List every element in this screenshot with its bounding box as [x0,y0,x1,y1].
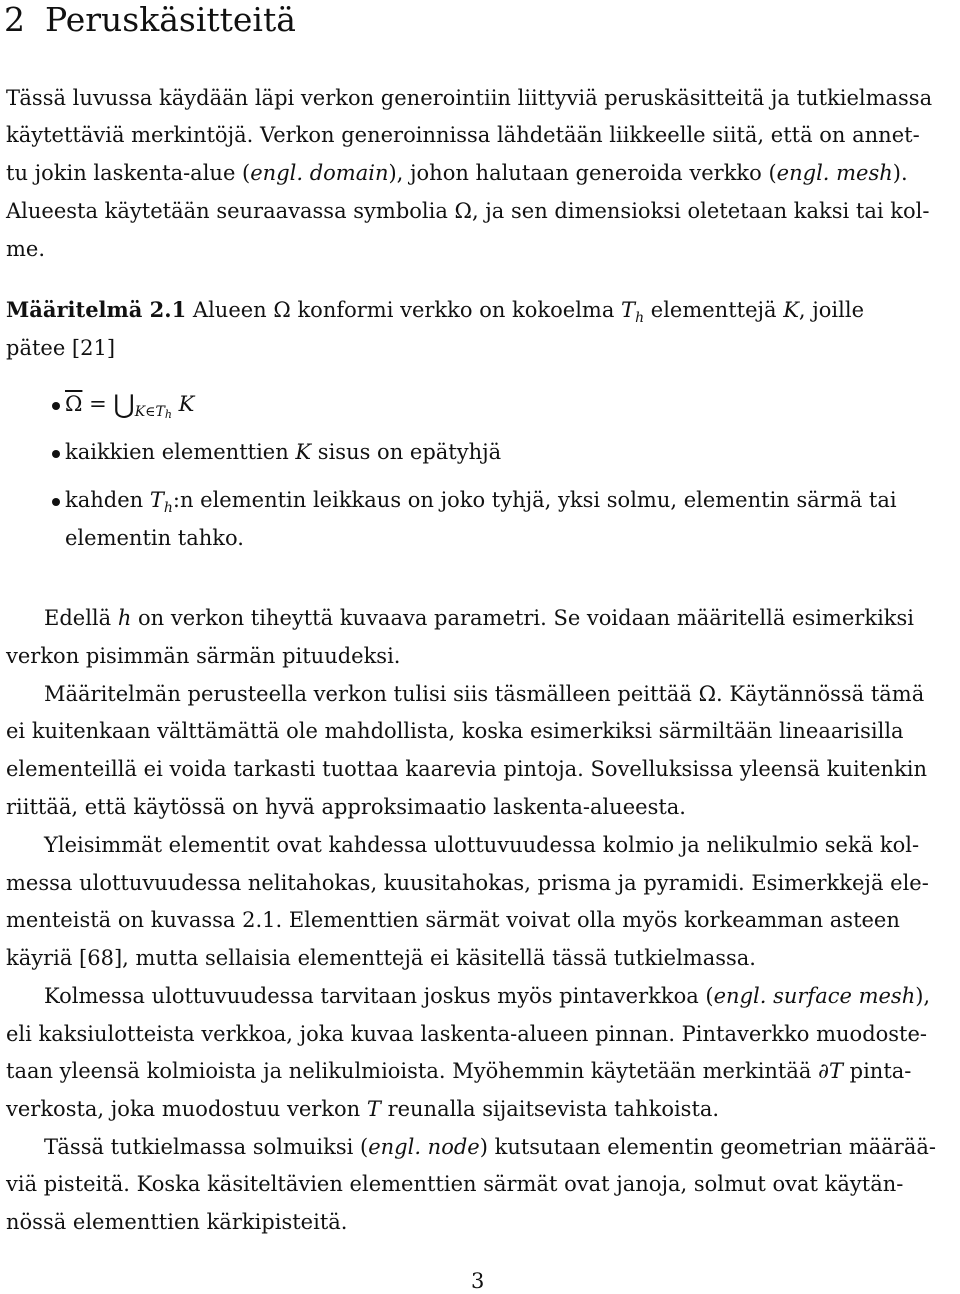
bullet-2-marker [52,450,60,458]
para-2-line-4: riittää, että käytössä on hyvä approksimaatio laskenta-alueesta. [6,795,686,819]
definition-label: Määritelmä 2.1 [6,297,187,322]
bullet-3-marker [52,498,60,506]
section-heading [4,0,296,40]
bullet-1-formula: $\overline{\Omega}$ = $⋃_{K\in Th}$ K [65,390,195,421]
para-5-line-3: nössä elementtien kärkipisteitä. [6,1210,348,1234]
definition-line-2: pätee [21] [6,336,116,360]
para-2-line-3: elementeillä ei voida tarkasti tuottaa kaarevia pintoja. Sovelluksissa yleensä kuitenkin [6,757,928,781]
para-2-line-2: ei kuitenkaan välttämättä ole mahdollista, koska esimerkiksi särmiltään lineaarisilla [6,719,904,743]
para-3-line-4: käyriä [68], mutta sellaisia elementtejä ei käsitellä tässä tutkielmassa. [6,946,756,970]
para-4-line-2: eli kaksiulotteista verkkoa, joka kuvaa laskenta-alueen pinnan. Pintaverkko muodoste- [6,1022,928,1046]
para-1-line-1: Edellä h on verkon tiheyttä kuvaava parametri. Se voidaan määritellä esimerkiksi [44,606,914,630]
para-1-line-2: verkon pisimmän särmän pituudeksi. [6,644,401,668]
definition-line-1: Määritelmä 2.1 Alueen Ω konformi verkko on kokoelma $T_h$ elementtejä K, joille [6,297,865,326]
para-4-line-1: Kolmessa ulottuvuudessa tarvitaan joskus myös pintaverkkoa (engl. surface mesh), [44,984,931,1008]
intro-line-2: käytettäviä merkintöjä. Verkon generoinnissa lähdetään liikkeelle siitä, että on annet- [6,123,920,147]
para-4-line-3: taan yleensä kolmioista ja nelikulmioista. Myöhemmin käytetään merkintää ∂T pinta- [6,1059,912,1083]
para-3-line-1: Yleisimmät elementit ovat kahdessa ulottuvuudessa kolmio ja nelikulmio sekä kol- [44,833,920,857]
bullet-2-text: kaikkien elementtien K sisus on epätyhjä [65,440,502,464]
para-5-line-2: viä pisteitä. Koska käsiteltävien elementtien särmät ovat janoja, solmut ovat käytän- [6,1172,904,1196]
bullet-1-marker [52,402,60,410]
bullet-3-line-2: elementin tahko. [65,526,244,550]
para-2-line-1: Määritelmän perusteella verkon tulisi siis täsmälleen peittää Ω. Käytännössä tämä [44,682,925,706]
bullet-3-line-1: kahden $T_h:n$ elementin leikkaus on joko tyhjä, yksi solmu, elementin särmä tai [65,488,897,516]
section-number: 2 [4,0,25,39]
para-4-line-4: verkosta, joka muodostuu verkon T reunalla sijaitsevista tahkoista. [6,1097,720,1121]
section-title: Peruskäsitteitä [45,0,296,39]
intro-line-5: me. [6,237,46,261]
intro-line-4: Alueesta käytetään seuraavassa symbolia Ω, ja sen dimensioksi oletetaan kaksi tai kol- [6,199,930,223]
para-3-line-2: messa ulottuvuudessa nelitahokas, kuusitahokas, prisma ja pyramidi. Esimerkkejä ele- [6,871,929,895]
intro-line-1: Tässä luvussa käydään läpi verkon generointiin liittyviä peruskäsitteitä ja tutkielmassa [6,86,933,110]
para-3-line-3: menteistä on kuvassa 2.1. Elementtien särmät voivat olla myös korkeamman asteen [6,908,900,932]
intro-line-3: tu jokin laskenta-alue (engl. domain), johon halutaan generoida verkko (engl. mesh). [6,161,908,185]
page-number: 3 [471,1269,485,1293]
para-5-line-1: Tässä tutkielmassa solmuiksi (engl. node) kutsutaan elementin geometrian määrää- [44,1135,936,1159]
